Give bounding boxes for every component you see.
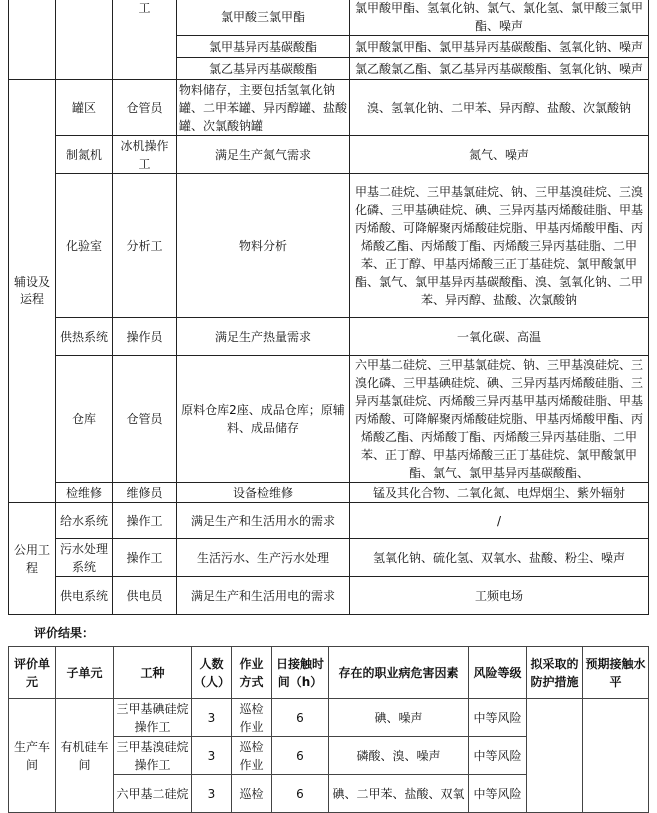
table-row: [9, 577, 649, 615]
measures-cell: [527, 699, 583, 813]
worktype-cell: 三甲基碘硅烷操作工: [114, 699, 192, 737]
content-cell: 生活污水、生产污水处理: [177, 539, 350, 577]
hazards-cell: 磷酸、溴、噪声: [329, 737, 469, 775]
worktype-cell: 仓管员: [113, 80, 177, 136]
hazards-cell: 工频电场: [350, 577, 649, 615]
table-row: [9, 318, 649, 356]
table-row: [9, 356, 649, 483]
subunit-cell: 给水系统: [56, 503, 113, 539]
header-cell: 预期接触水平: [583, 647, 649, 699]
subunit-cell: 供热系统: [56, 318, 113, 356]
mode-cell: 巡检作业: [232, 699, 272, 737]
worktype-cell: 分析工: [113, 174, 177, 318]
hazards-cell: 锰及其化合物、二氧化氮、电焊烟尘、紫外辐射: [350, 483, 649, 503]
worktype-cell: 操作工: [113, 503, 177, 539]
table-row: [9, 80, 649, 136]
header-cell: 风险等级: [469, 647, 527, 699]
hours-cell: 6: [272, 699, 329, 737]
exposure-cell: [583, 699, 649, 813]
hazards-cell: /: [350, 503, 649, 539]
header-cell: 拟采取的防护措施: [527, 647, 583, 699]
hours-cell: 6: [272, 737, 329, 775]
count-cell: 3: [192, 737, 232, 775]
hazards-cell: 溴、氢氧化钠、二甲苯、异丙醇、盐酸、次氯酸钠: [350, 80, 649, 136]
header-cell: 评价单元: [9, 647, 56, 699]
worktype-cell: 冰机操作工: [113, 136, 177, 174]
hazards-cell: 氢氧化钠、硫化氢、双氧水、盐酸、粉尘、噪声: [350, 539, 649, 577]
worktype-cell: 操作工: [113, 539, 177, 577]
material-cell: 氯乙基异丙基碳酸酯: [177, 58, 350, 80]
content-cell: 满足生产和生活用电的需求: [177, 577, 350, 615]
table-row: [9, 539, 649, 577]
hazards-cell: 一氧化碳、高温: [350, 318, 649, 356]
mode-cell: 巡检作业: [232, 737, 272, 775]
subunit-cell: 化验室: [56, 174, 113, 318]
subunit-cell: 制氮机: [56, 136, 113, 174]
hours-cell: 6: [272, 775, 329, 813]
table-row: [9, 0, 649, 36]
worktype-cell: 供电员: [113, 577, 177, 615]
table-header-row: [9, 647, 649, 699]
public-unit-label: 公用工程: [9, 503, 56, 615]
material-cell: 氯甲基异丙基碳酸酯: [177, 36, 350, 58]
table-row: [9, 699, 649, 737]
worktype-cell: 操作员: [113, 318, 177, 356]
eval-subunit-cell: 有机硅车间: [56, 699, 114, 813]
risk-cell: 中等风险: [469, 699, 527, 737]
eval-unit-cell: 生产车间: [9, 699, 56, 813]
content-cell: 设备检维修: [177, 483, 350, 503]
worktype-cell: 三甲基溴硅烷操作工: [114, 737, 192, 775]
worktype-cell: 六甲基二硅烷: [114, 775, 192, 813]
header-cell: 日接触时间（h）: [272, 647, 329, 699]
hazards-cell: 碘、噪声: [329, 699, 469, 737]
subunit-cell: 仓库: [56, 356, 113, 483]
content-cell: 满足生产氮气需求: [177, 136, 350, 174]
subunit-cell: 污水处理系统: [56, 539, 113, 577]
content-cell: 满足生产热量需求: [177, 318, 350, 356]
count-cell: 3: [192, 699, 232, 737]
aux-unit-label: 辅设及运程: [9, 80, 56, 503]
table-row: [9, 503, 649, 539]
worktype-cell: 仓管员: [113, 356, 177, 483]
hazards-cell: 氯甲酸甲酯、氢氧化钠、氯气、氯化氢、氯甲酸三氯甲酯、噪声: [350, 0, 649, 36]
worktype-cell: 工: [113, 0, 177, 80]
subunit-cell: 罐区: [56, 80, 113, 136]
risk-cell: 中等风险: [469, 775, 527, 813]
header-cell: 工种: [114, 647, 192, 699]
hazards-cell: 氯甲酸氯甲酯、氯甲基异丙基碳酸酯、氢氧化钠、噪声: [350, 36, 649, 58]
unit-cell: [9, 0, 56, 80]
hazards-cell: 氯乙酸氯乙酯、氯乙基异丙基碳酸酯、氢氧化钠、噪声: [350, 58, 649, 80]
worktype-cell: 维修员: [113, 483, 177, 503]
count-cell: 3: [192, 775, 232, 813]
header-cell: 子单元: [56, 647, 114, 699]
content-cell: 原料仓库2座、成品仓库；原辅料、成品储存: [177, 356, 350, 483]
evaluation-table: [8, 646, 649, 813]
content-cell: 物料储存，主要包括氢氧化钠罐、二甲苯罐、异丙醇罐、盐酸罐、次氯酸钠罐: [177, 80, 350, 136]
header-cell: 作业方式: [232, 647, 272, 699]
hazards-cell: 碘、二甲苯、盐酸、双氧: [329, 775, 469, 813]
table-row: [9, 174, 649, 318]
content-cell: 满足生产和生活用水的需求: [177, 503, 350, 539]
header-cell: 人数（人）: [192, 647, 232, 699]
content-cell: 物料分析: [177, 174, 350, 318]
table-row: [9, 136, 649, 174]
header-cell: 存在的职业病危害因素: [329, 647, 469, 699]
subunit-cell: [56, 0, 113, 80]
table-row: [9, 483, 649, 503]
mode-cell: 巡检: [232, 775, 272, 813]
subunit-cell: 检维修: [56, 483, 113, 503]
hazards-cell: 氮气、噪声: [350, 136, 649, 174]
hazards-cell: 六甲基二硅烷、三甲基氯硅烷、钠、三甲基溴硅烷、三溴化磷、三甲基碘硅烷、碘、三异丙基丙烯酸硅脂、三异丙基氯硅烷、丙烯酸三异丙基甲基丙烯酸硅脂、甲基丙烯酸、可降解聚丙烯酸硅烷脂、甲基丙烯酸甲酯、丙烯酸乙酯、丙烯酸丁酯、丙烯酸三异丙基硅脂、二甲苯、正丁醇、甲基丙烯酸三正丁基硅烷、氯甲酸氯甲酯、氯气、氯甲基异丙基碳酸酯、: [350, 356, 649, 483]
evaluation-result-label: 评价结果：: [34, 626, 95, 640]
subunit-cell: 供电系统: [56, 577, 113, 615]
hazard-identification-table: [8, 0, 649, 615]
material-cell: 氯甲酸三氯甲酯: [177, 0, 350, 36]
hazards-cell: 甲基二硅烷、三甲基氯硅烷、钠、三甲基溴硅烷、三溴化磷、三甲基碘硅烷、碘、三异丙基丙烯酸硅脂、甲基丙烯酸、可降解聚丙烯酸硅烷脂、甲基丙烯酸甲酯、丙烯酸乙酯、丙烯酸丁酯、丙烯酸三异丙基硅脂、二甲苯、正丁醇、甲基丙烯酸三正丁基硅烷、氯甲酸氯甲酯、氯气、氯甲基异丙基碳酸酯、溴、氢氧化钠、二甲苯、异丙醇、盐酸、次氯酸钠: [350, 174, 649, 318]
risk-cell: 中等风险: [469, 737, 527, 775]
